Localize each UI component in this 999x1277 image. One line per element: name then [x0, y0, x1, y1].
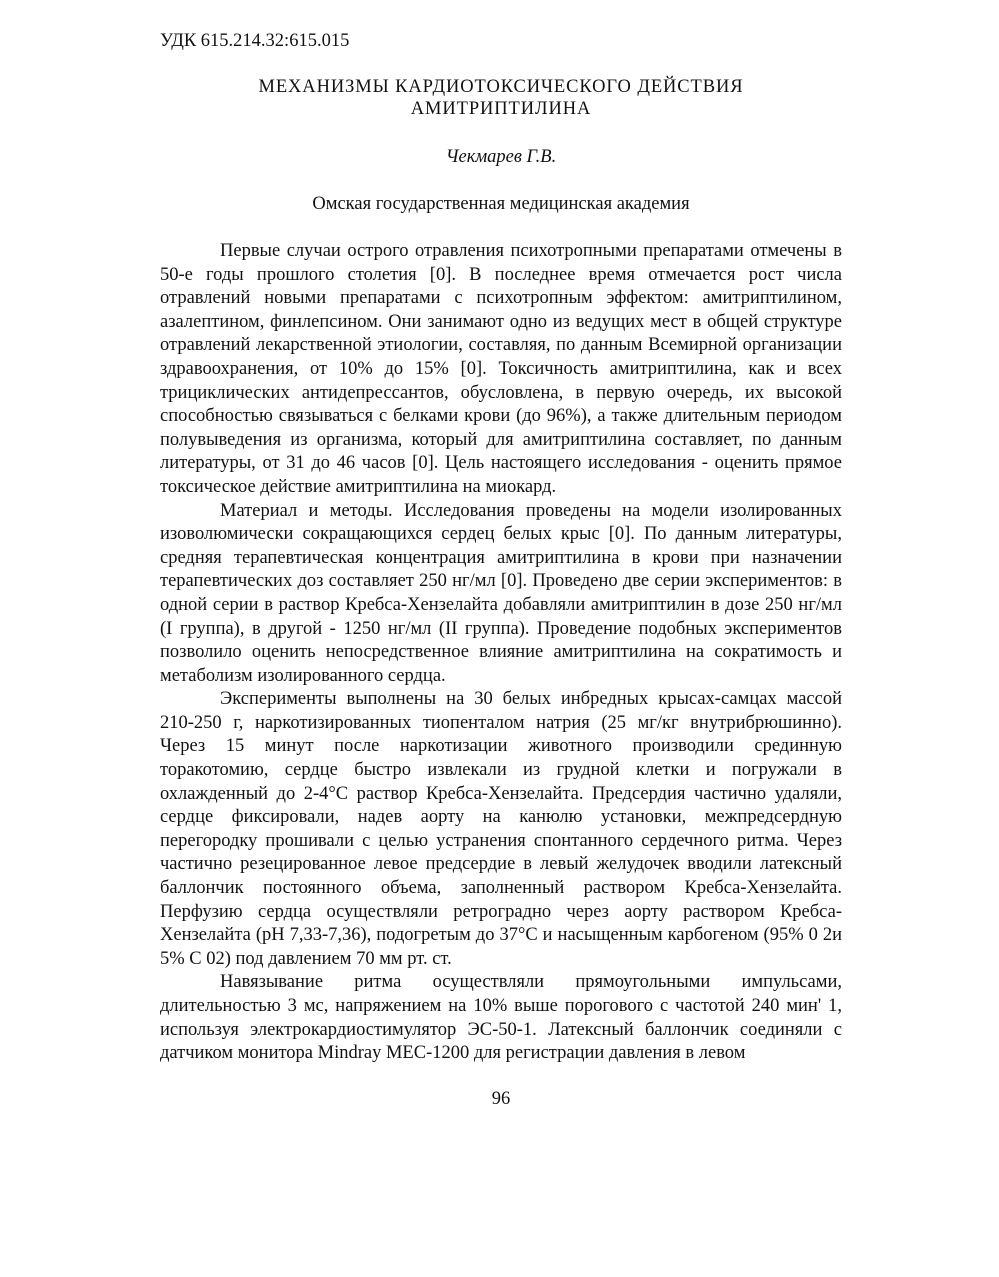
page-number: 96	[491, 1089, 511, 1109]
title-line-1: МЕХАНИЗМЫ КАРДИОТОКСИЧЕСКОГО ДЕЙСТВИЯ	[258, 77, 744, 97]
affiliation: Омская государственная медицинская академия	[312, 194, 690, 214]
paragraph-intro: Первые случаи острого отравления психотропными препаратами отмечены в 50-е годы прошлого столетия [0]. В последнее время отмечается рост числа отравлений новыми препаратами с психотропным эффектом: амитриптилином, азалептином, финлепсином. Они занимают одно из ведущих мест в общей структуре отравлений лекарственной этиологии, составляя, по данным Всемирной организации здравоохранения, от 10% до 15% [0]. Токсичность амитриптилина, как и всех трициклических антидепрессантов, обусловлена, в первую очередь, их высокой способностью связываться с белками крови (до 96%), а также длительным периодом полувыведения из организма, который для амитриптилина составляет, по данным литературы, от 31 до 46 часов [0]. Цель настоящего исследования - оценить прямое токсическое действие амитриптилина на миокард.	[160, 241, 842, 497]
article-body	[160, 240, 842, 1066]
paragraph-pacing: Навязывание ритма осуществляли прямоугольными импульсами, длительностью 3 мс, напряжением на 10% выше порогового с частотой 240 мин' 1, используя электрокардиостимулятор ЭС-50-1. Латексный баллончик соединяли с датчиком монитора Mindray МЕС-1200 для регистрации давления в левом	[160, 972, 842, 1064]
paragraph-methods: Материал и методы. Исследования проведены на модели изолированных изоволюмически сокращающихся сердец белых крыс [0]. По данным литературы, средняя терапевтическая концентрация амитриптилина в крови при назначении терапевтических доз составляет 250 нг/мл [0]. Проведено две серии экспериментов: в одной серии в раствор Кребса-Хензелайта добавляли амитриптилин в дозе 250 нг/мл (I группа), в другой - 1250 нг/мл (II группа). Проведение подобных экспериментов позволило оценить непосредственное влияние амитриптилина на сократимость и метаболизм изолированного сердца.	[160, 500, 842, 686]
title-line-2: АМИТРИПТИЛИНА	[410, 99, 592, 119]
udk-code: УДК 615.214.32:615.015	[160, 31, 350, 51]
author-name: Чекмарев Г.В.	[445, 147, 557, 167]
article-title	[160, 76, 842, 120]
paragraph-experiments: Эксперименты выполнены на 30 белых инбредных крысах-самцах массой 210-250 г, наркотизированных тиопенталом натрия (25 мг/кг внутрибрюшинно). Через 15 минут после наркотизации животного производили срединную торакотомию, сердце быстро извлекали из грудной клетки и погружали в охлажденный до 2-4°С раствор Кребса-Хензелайта. Предсердия частично удаляли, сердце фиксировали, надев аорту на канюлю установки, межпредсердную перегородку прошивали с целью устранения спонтанного сердечного ритма. Через частично резецированное левое предсердие в левый желудочек вводили латексный баллончик постоянного объема, заполненный раствором Кребса-Хензелайта. Перфузию сердца осуществляли ретроградно через аорту раствором Кребса-Хензелайта (рН 7,33-7,36), подогретым до 37°С и насыщенным карбогеном (95% 0 2и 5% С 02) под давлением 70 мм рт. ст.	[160, 689, 842, 969]
